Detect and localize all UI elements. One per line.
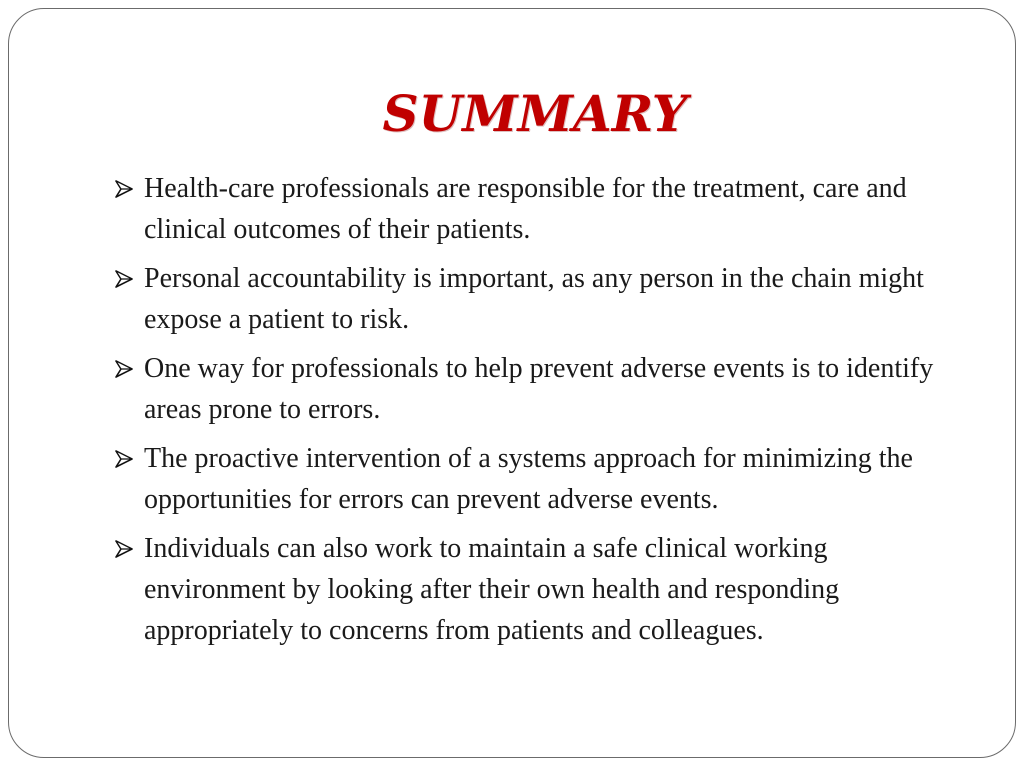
bullet-text: One way for professionals to help prevent adverse events is to identify areas prone to errors. [144,353,934,425]
list-item [112,528,942,651]
bullet-text: Personal accountability is important, as any person in the chain might expose a patient to risk. [144,263,924,335]
arrowhead-bullet-icon [114,269,134,289]
arrowhead-bullet-icon [114,449,134,469]
arrowhead-bullet-icon [114,179,134,199]
bullet-text: The proactive intervention of a systems approach for minimizing the opportunities for errors can prevent adverse events. [144,443,913,515]
slide-title: SUMMARY [382,84,688,143]
bullet-list [112,168,942,659]
list-item [112,258,942,340]
list-item [112,168,942,250]
arrowhead-bullet-icon [114,359,134,379]
list-item [112,348,942,430]
bullet-text: Individuals can also work to maintain a safe clinical working environment by looking after their own health and responding appropriately to concerns from patients and colleagues. [144,533,840,646]
arrowhead-bullet-icon [114,539,134,559]
list-item [112,438,942,520]
bullet-text: Health-care professionals are responsible for the treatment, care and clinical outcomes of their patients. [144,173,907,245]
